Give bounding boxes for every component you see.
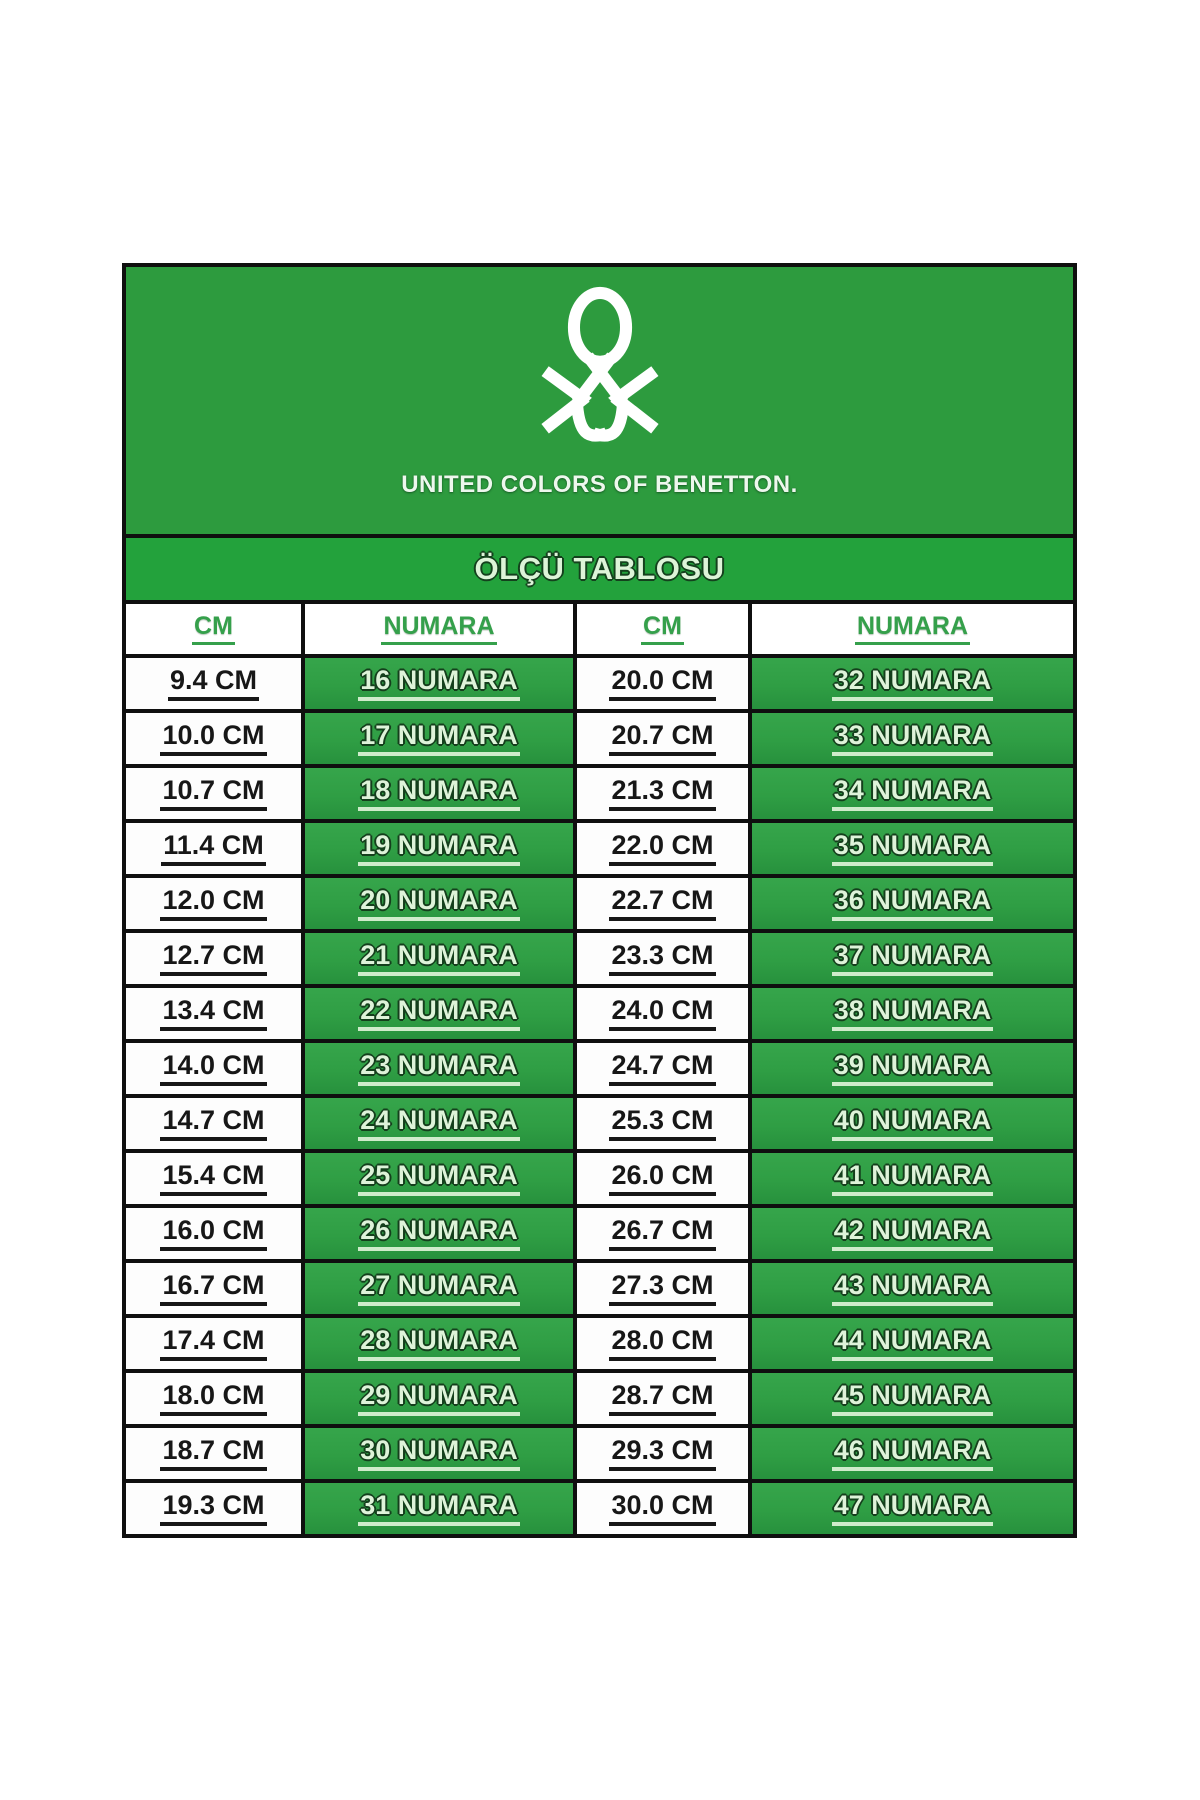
numara-cell	[748, 1259, 1073, 1314]
numara-cell	[748, 1424, 1073, 1479]
numara-value: 45 NUMARA	[832, 1381, 994, 1416]
cm-cell	[126, 1094, 301, 1149]
numara-value: 18 NUMARA	[358, 776, 520, 811]
cm-cell	[573, 1314, 748, 1369]
cm-value: 12.0 CM	[160, 886, 266, 921]
cm-value: 20.7 CM	[609, 721, 715, 756]
numara-value: 31 NUMARA	[358, 1491, 520, 1526]
cm-value: 26.7 CM	[609, 1216, 715, 1251]
cm-value: 10.7 CM	[160, 776, 266, 811]
cm-cell	[573, 654, 748, 709]
numara-cell	[748, 1039, 1073, 1094]
cm-value: 27.3 CM	[609, 1271, 715, 1306]
numara-cell	[301, 1039, 573, 1094]
cm-cell	[126, 1204, 301, 1259]
benetton-knot-icon	[525, 279, 675, 465]
numara-value: 40 NUMARA	[832, 1106, 994, 1141]
column-header-label: CM	[192, 613, 235, 645]
cm-cell	[573, 1259, 748, 1314]
cm-cell	[573, 874, 748, 929]
numara-value: 39 NUMARA	[832, 1051, 994, 1086]
numara-value: 32 NUMARA	[832, 666, 994, 701]
title-band	[126, 538, 1073, 604]
cm-value: 24.7 CM	[609, 1051, 715, 1086]
cm-value: 16.7 CM	[160, 1271, 266, 1306]
numara-cell	[748, 1149, 1073, 1204]
numara-cell	[301, 1259, 573, 1314]
cm-cell	[126, 654, 301, 709]
numara-value: 42 NUMARA	[832, 1216, 994, 1251]
numara-value: 44 NUMARA	[832, 1326, 994, 1361]
numara-cell	[301, 1369, 573, 1424]
numara-cell	[301, 929, 573, 984]
column-header-label: NUMARA	[855, 613, 970, 645]
numara-value: 43 NUMARA	[832, 1271, 994, 1306]
numara-value: 16 NUMARA	[358, 666, 520, 701]
numara-cell	[301, 1204, 573, 1259]
cm-cell	[573, 984, 748, 1039]
cm-value: 14.0 CM	[160, 1051, 266, 1086]
column-header	[573, 604, 748, 654]
numara-cell	[301, 984, 573, 1039]
cm-value: 9.4 CM	[168, 666, 259, 701]
cm-cell	[573, 1424, 748, 1479]
cm-cell	[126, 929, 301, 984]
column-header	[126, 604, 301, 654]
cm-value: 30.0 CM	[609, 1491, 715, 1526]
cm-cell	[573, 1204, 748, 1259]
brand-header	[126, 267, 1073, 538]
numara-cell	[301, 709, 573, 764]
numara-cell	[748, 764, 1073, 819]
cm-value: 25.3 CM	[609, 1106, 715, 1141]
cm-cell	[126, 709, 301, 764]
numara-cell	[748, 1204, 1073, 1259]
numara-cell	[301, 1424, 573, 1479]
cm-value: 10.0 CM	[160, 721, 266, 756]
cm-cell	[573, 1094, 748, 1149]
cm-value: 26.0 CM	[609, 1161, 715, 1196]
size-table	[126, 604, 1073, 1534]
numara-value: 46 NUMARA	[832, 1436, 994, 1471]
numara-cell	[748, 1094, 1073, 1149]
numara-value: 38 NUMARA	[832, 996, 994, 1031]
numara-value: 33 NUMARA	[832, 721, 994, 756]
cm-cell	[126, 874, 301, 929]
column-header-label: CM	[641, 613, 684, 645]
cm-value: 18.7 CM	[160, 1436, 266, 1471]
cm-value: 12.7 CM	[160, 941, 266, 976]
numara-value: 20 NUMARA	[358, 886, 520, 921]
numara-cell	[301, 1149, 573, 1204]
numara-value: 28 NUMARA	[358, 1326, 520, 1361]
numara-cell	[748, 984, 1073, 1039]
cm-cell	[126, 1259, 301, 1314]
cm-value: 21.3 CM	[609, 776, 715, 811]
numara-value: 35 NUMARA	[832, 831, 994, 866]
cm-cell	[126, 1479, 301, 1534]
cm-value: 22.7 CM	[609, 886, 715, 921]
numara-value: 22 NUMARA	[358, 996, 520, 1031]
cm-cell	[126, 984, 301, 1039]
cm-cell	[573, 1149, 748, 1204]
numara-value: 29 NUMARA	[358, 1381, 520, 1416]
numara-cell	[301, 874, 573, 929]
cm-cell	[126, 819, 301, 874]
numara-value: 19 NUMARA	[358, 831, 520, 866]
page-title: ÖLÇÜ TABLOSU	[474, 551, 725, 586]
cm-value: 22.0 CM	[609, 831, 715, 866]
numara-cell	[301, 819, 573, 874]
numara-cell	[748, 1314, 1073, 1369]
size-chart-panel	[122, 263, 1077, 1538]
numara-value: 30 NUMARA	[358, 1436, 520, 1471]
numara-value: 36 NUMARA	[832, 886, 994, 921]
cm-value: 18.0 CM	[160, 1381, 266, 1416]
cm-value: 14.7 CM	[160, 1106, 266, 1141]
cm-value: 24.0 CM	[609, 996, 715, 1031]
cm-value: 11.4 CM	[161, 831, 266, 866]
cm-cell	[126, 764, 301, 819]
numara-value: 34 NUMARA	[832, 776, 994, 811]
numara-cell	[301, 1094, 573, 1149]
cm-value: 28.7 CM	[609, 1381, 715, 1416]
numara-value: 23 NUMARA	[358, 1051, 520, 1086]
cm-value: 19.3 CM	[160, 1491, 266, 1526]
numara-value: 17 NUMARA	[358, 721, 520, 756]
numara-value: 21 NUMARA	[358, 941, 520, 976]
cm-cell	[573, 1369, 748, 1424]
cm-cell	[573, 1039, 748, 1094]
column-header-label: NUMARA	[381, 613, 496, 645]
cm-cell	[126, 1369, 301, 1424]
cm-cell	[573, 1479, 748, 1534]
numara-cell	[748, 929, 1073, 984]
cm-cell	[573, 764, 748, 819]
cm-value: 23.3 CM	[609, 941, 715, 976]
numara-cell	[301, 654, 573, 709]
numara-value: 24 NUMARA	[358, 1106, 520, 1141]
cm-value: 16.0 CM	[160, 1216, 266, 1251]
numara-value: 25 NUMARA	[358, 1161, 520, 1196]
brand-name: UNITED COLORS OF BENETTON.	[401, 471, 798, 498]
numara-cell	[748, 874, 1073, 929]
column-header	[301, 604, 573, 654]
cm-cell	[126, 1424, 301, 1479]
numara-value: 37 NUMARA	[832, 941, 994, 976]
column-header	[748, 604, 1073, 654]
cm-value: 17.4 CM	[160, 1326, 266, 1361]
numara-cell	[301, 1479, 573, 1534]
cm-value: 29.3 CM	[609, 1436, 715, 1471]
cm-cell	[573, 819, 748, 874]
cm-cell	[573, 929, 748, 984]
cm-cell	[573, 709, 748, 764]
numara-cell	[748, 1479, 1073, 1534]
numara-value: 47 NUMARA	[832, 1491, 994, 1526]
numara-cell	[748, 1369, 1073, 1424]
cm-cell	[126, 1149, 301, 1204]
cm-value: 13.4 CM	[160, 996, 266, 1031]
numara-cell	[301, 1314, 573, 1369]
numara-value: 41 NUMARA	[832, 1161, 994, 1196]
numara-value: 27 NUMARA	[358, 1271, 520, 1306]
cm-cell	[126, 1314, 301, 1369]
numara-cell	[301, 764, 573, 819]
numara-value: 26 NUMARA	[358, 1216, 520, 1251]
numara-cell	[748, 819, 1073, 874]
cm-cell	[126, 1039, 301, 1094]
numara-cell	[748, 654, 1073, 709]
cm-value: 20.0 CM	[609, 666, 715, 701]
cm-value: 28.0 CM	[609, 1326, 715, 1361]
cm-value: 15.4 CM	[160, 1161, 266, 1196]
numara-cell	[748, 709, 1073, 764]
